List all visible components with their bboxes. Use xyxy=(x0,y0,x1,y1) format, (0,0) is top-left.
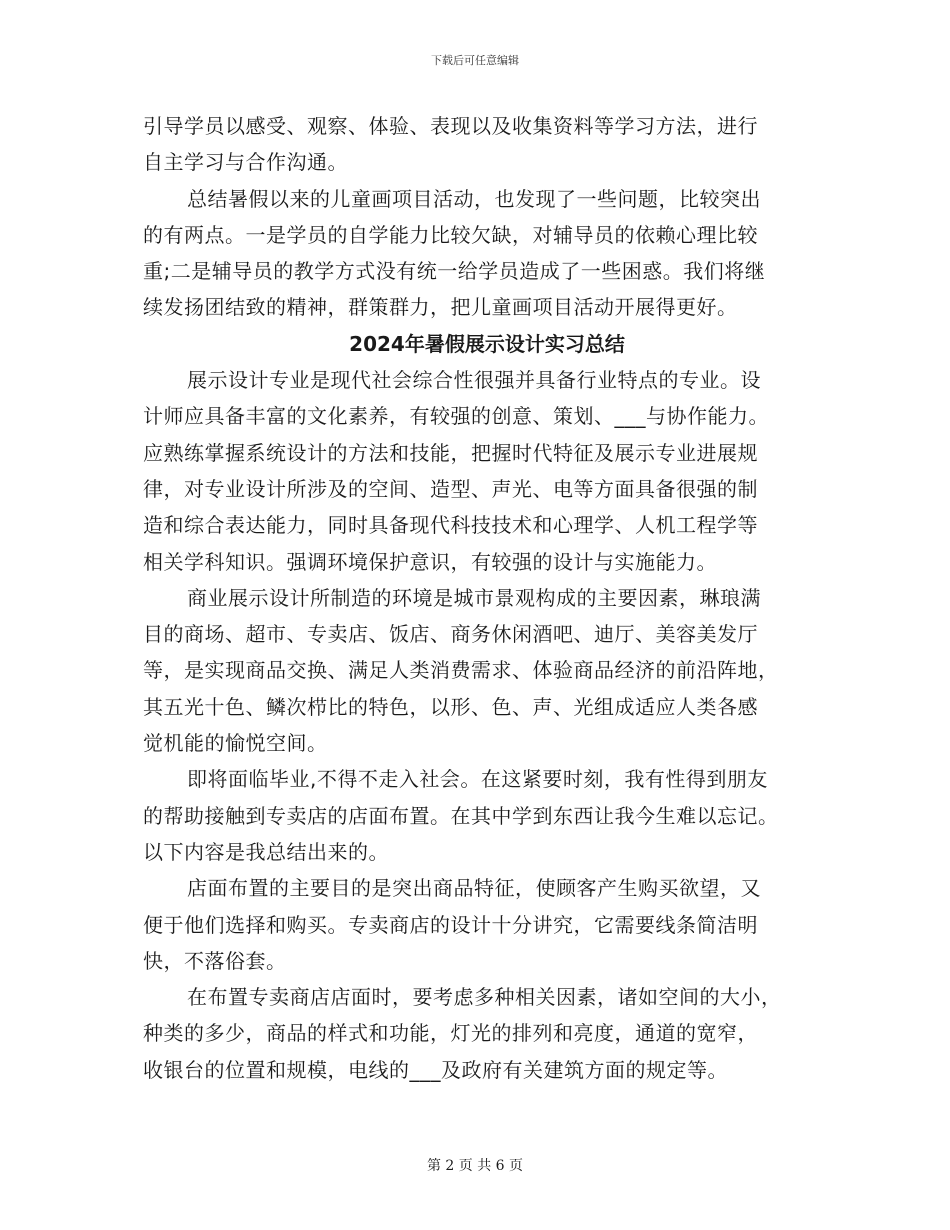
text-line: 快，不落俗套。 xyxy=(143,948,287,973)
text-line: 即将面临毕业,不得不走入社会。在这紧要时刻，我有性得到朋友 xyxy=(187,767,768,792)
text-line: 引导学员以感受、观察、体验、表现以及收集资料等学习方法，进行 xyxy=(143,114,758,138)
text-line: 造和综合表达能力，同时具备现代科技技术和心理学、人机工程学等 xyxy=(143,513,758,538)
text-line: 相关学科知识。强调环境保护意识，有较强的设计与实施能力。 xyxy=(143,549,717,574)
text-line: 以下内容是我总结出来的。 xyxy=(143,839,389,864)
text-line: 律，对专业设计所涉及的空间、造型、声光、电等方面具备很强的制 xyxy=(143,476,758,501)
text-line: 的帮助接触到专卖店的店面布置。在其中学到东西让我今生难以忘记。 xyxy=(143,803,779,828)
page-number: 第 2 页 共 6 页 xyxy=(426,1158,524,1174)
text-line: 在布置专卖商店店面时，要考虑多种相关因素，诸如空间的大小， xyxy=(187,985,782,1010)
document-body xyxy=(143,108,811,1088)
text-line: 便于他们选择和购买。专卖商店的设计十分讲究，它需要线条简洁明 xyxy=(143,912,758,937)
page-header-note: 下载后可任意编辑 xyxy=(431,54,519,67)
text-line: 计师应具备丰富的文化素养，有较强的创意、策划、___与协作能力。 xyxy=(143,404,769,429)
text-line: 续发扬团结致的精神，群策群力，把儿童画项目活动开展得更好。 xyxy=(143,295,738,320)
text-line: 的有两点。一是学员的自学能力比较欠缺，对辅导员的依赖心理比较 xyxy=(143,222,758,247)
text-line: 重;二是辅导员的教学方式没有统一给学员造成了一些困惑。我们将继 xyxy=(143,259,766,284)
text-line: 应熟练掌握系统设计的方法和技能，把握时代特征及展示专业进展规 xyxy=(143,440,758,465)
text-line: 商业展示设计所制造的环境是城市景观构成的主要因素，琳琅满 xyxy=(187,585,761,610)
text-line: 展示设计专业是现代社会综合性很强并具备行业特点的专业。设 xyxy=(187,368,761,393)
section-title: 2024年暑假展示设计实习总结 xyxy=(349,331,625,356)
text-line: 收银台的位置和规模，电线的___及政府有关建筑方面的规定等。 xyxy=(143,1057,728,1082)
text-line: 目的商场、超市、专卖店、饭店、商务休闲酒吧、迪厅、美容美发厅 xyxy=(143,622,758,647)
text-line: 店面布置的主要目的是突出商品特征，使顾客产生购买欲望，又 xyxy=(187,876,761,901)
text-line: 种类的多少，商品的样式和功能，灯光的排列和亮度，通道的宽窄， xyxy=(143,1021,758,1046)
text-line: 等，是实现商品交换、满足人类消费需求、体验商品经济的前沿阵地， xyxy=(143,658,779,683)
text-line: 总结暑假以来的儿童画项目活动，也发现了一些问题，比较突出 xyxy=(187,186,761,211)
text-line: 觉机能的愉悦空间。 xyxy=(143,731,328,756)
text-line: 自主学习与合作沟通。 xyxy=(143,150,348,175)
text-line: 其五光十色、鳞次栉比的特色，以形、色、声、光组成适应人类各感 xyxy=(143,694,758,719)
